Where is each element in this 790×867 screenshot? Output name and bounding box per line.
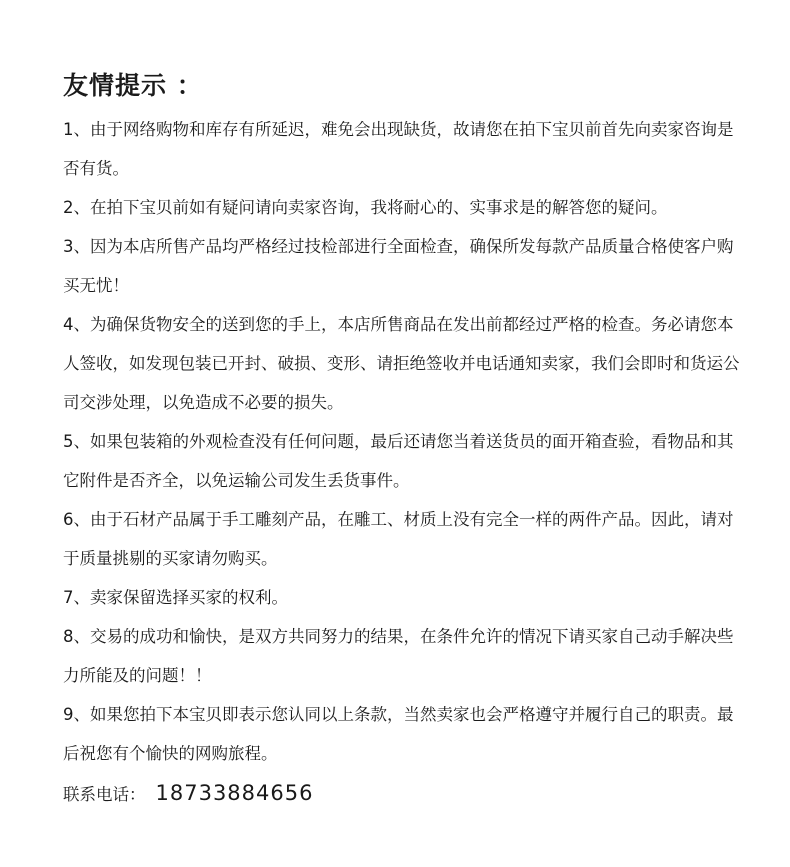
notice-item-3: 3、因为本店所售产品均严格经过技检部进行全面检查，确保所发每款产品质量合格使客户购买无忧！: [63, 237, 734, 295]
contact-phone-number: 18733884656: [155, 781, 314, 805]
notice-item-7: 7、卖家保留选择买家的权利。: [63, 588, 288, 607]
notice-list: [63, 110, 743, 773]
notice-item-2: 2、在拍下宝贝前如有疑问请向卖家咨询，我将耐心的、实事求是的解答您的疑问。: [63, 198, 668, 217]
notice-item-4: 4、为确保货物安全的送到您的手上，本店所售商品在发出前都经过严格的检查。务必请您本人签收，如发现包装已开封、破损、变形、请拒绝签收并电话通知卖家，我们会即时和货运公司交涉处理，以免造成不必要的损失。: [63, 315, 740, 412]
notice-item-9: 9、如果您拍下本宝贝即表示您认同以上条款，当然卖家也会严格遵守并履行自己的职责。最后祝您有个愉快的网购旅程。: [63, 705, 734, 763]
notice-item-8: 8、交易的成功和愉快，是双方共同努力的结果，在条件允许的情况下请买家自己动手解决些力所能及的问题！！: [63, 627, 734, 685]
contact-label: 联系电话：: [63, 785, 146, 804]
notice-item-1: 1、由于网络购物和库存有所延迟，难免会出现缺货，故请您在拍下宝贝前首先向卖家咨询是否有货。: [63, 120, 734, 178]
contact-line: [63, 773, 743, 815]
notice-panel: [63, 66, 743, 815]
notice-item-5: 5、如果包装箱的外观检查没有任何问题，最后还请您当着送货员的面开箱查验，看物品和其它附件是否齐全，以免运输公司发生丢货事件。: [63, 432, 734, 490]
notice-item-6: 6、由于石材产品属于手工雕刻产品，在雕工、材质上没有完全一样的两件产品。因此，请对于质量挑剔的买家请勿购买。: [63, 510, 734, 568]
notice-title: 友情提示 ：: [63, 71, 203, 100]
